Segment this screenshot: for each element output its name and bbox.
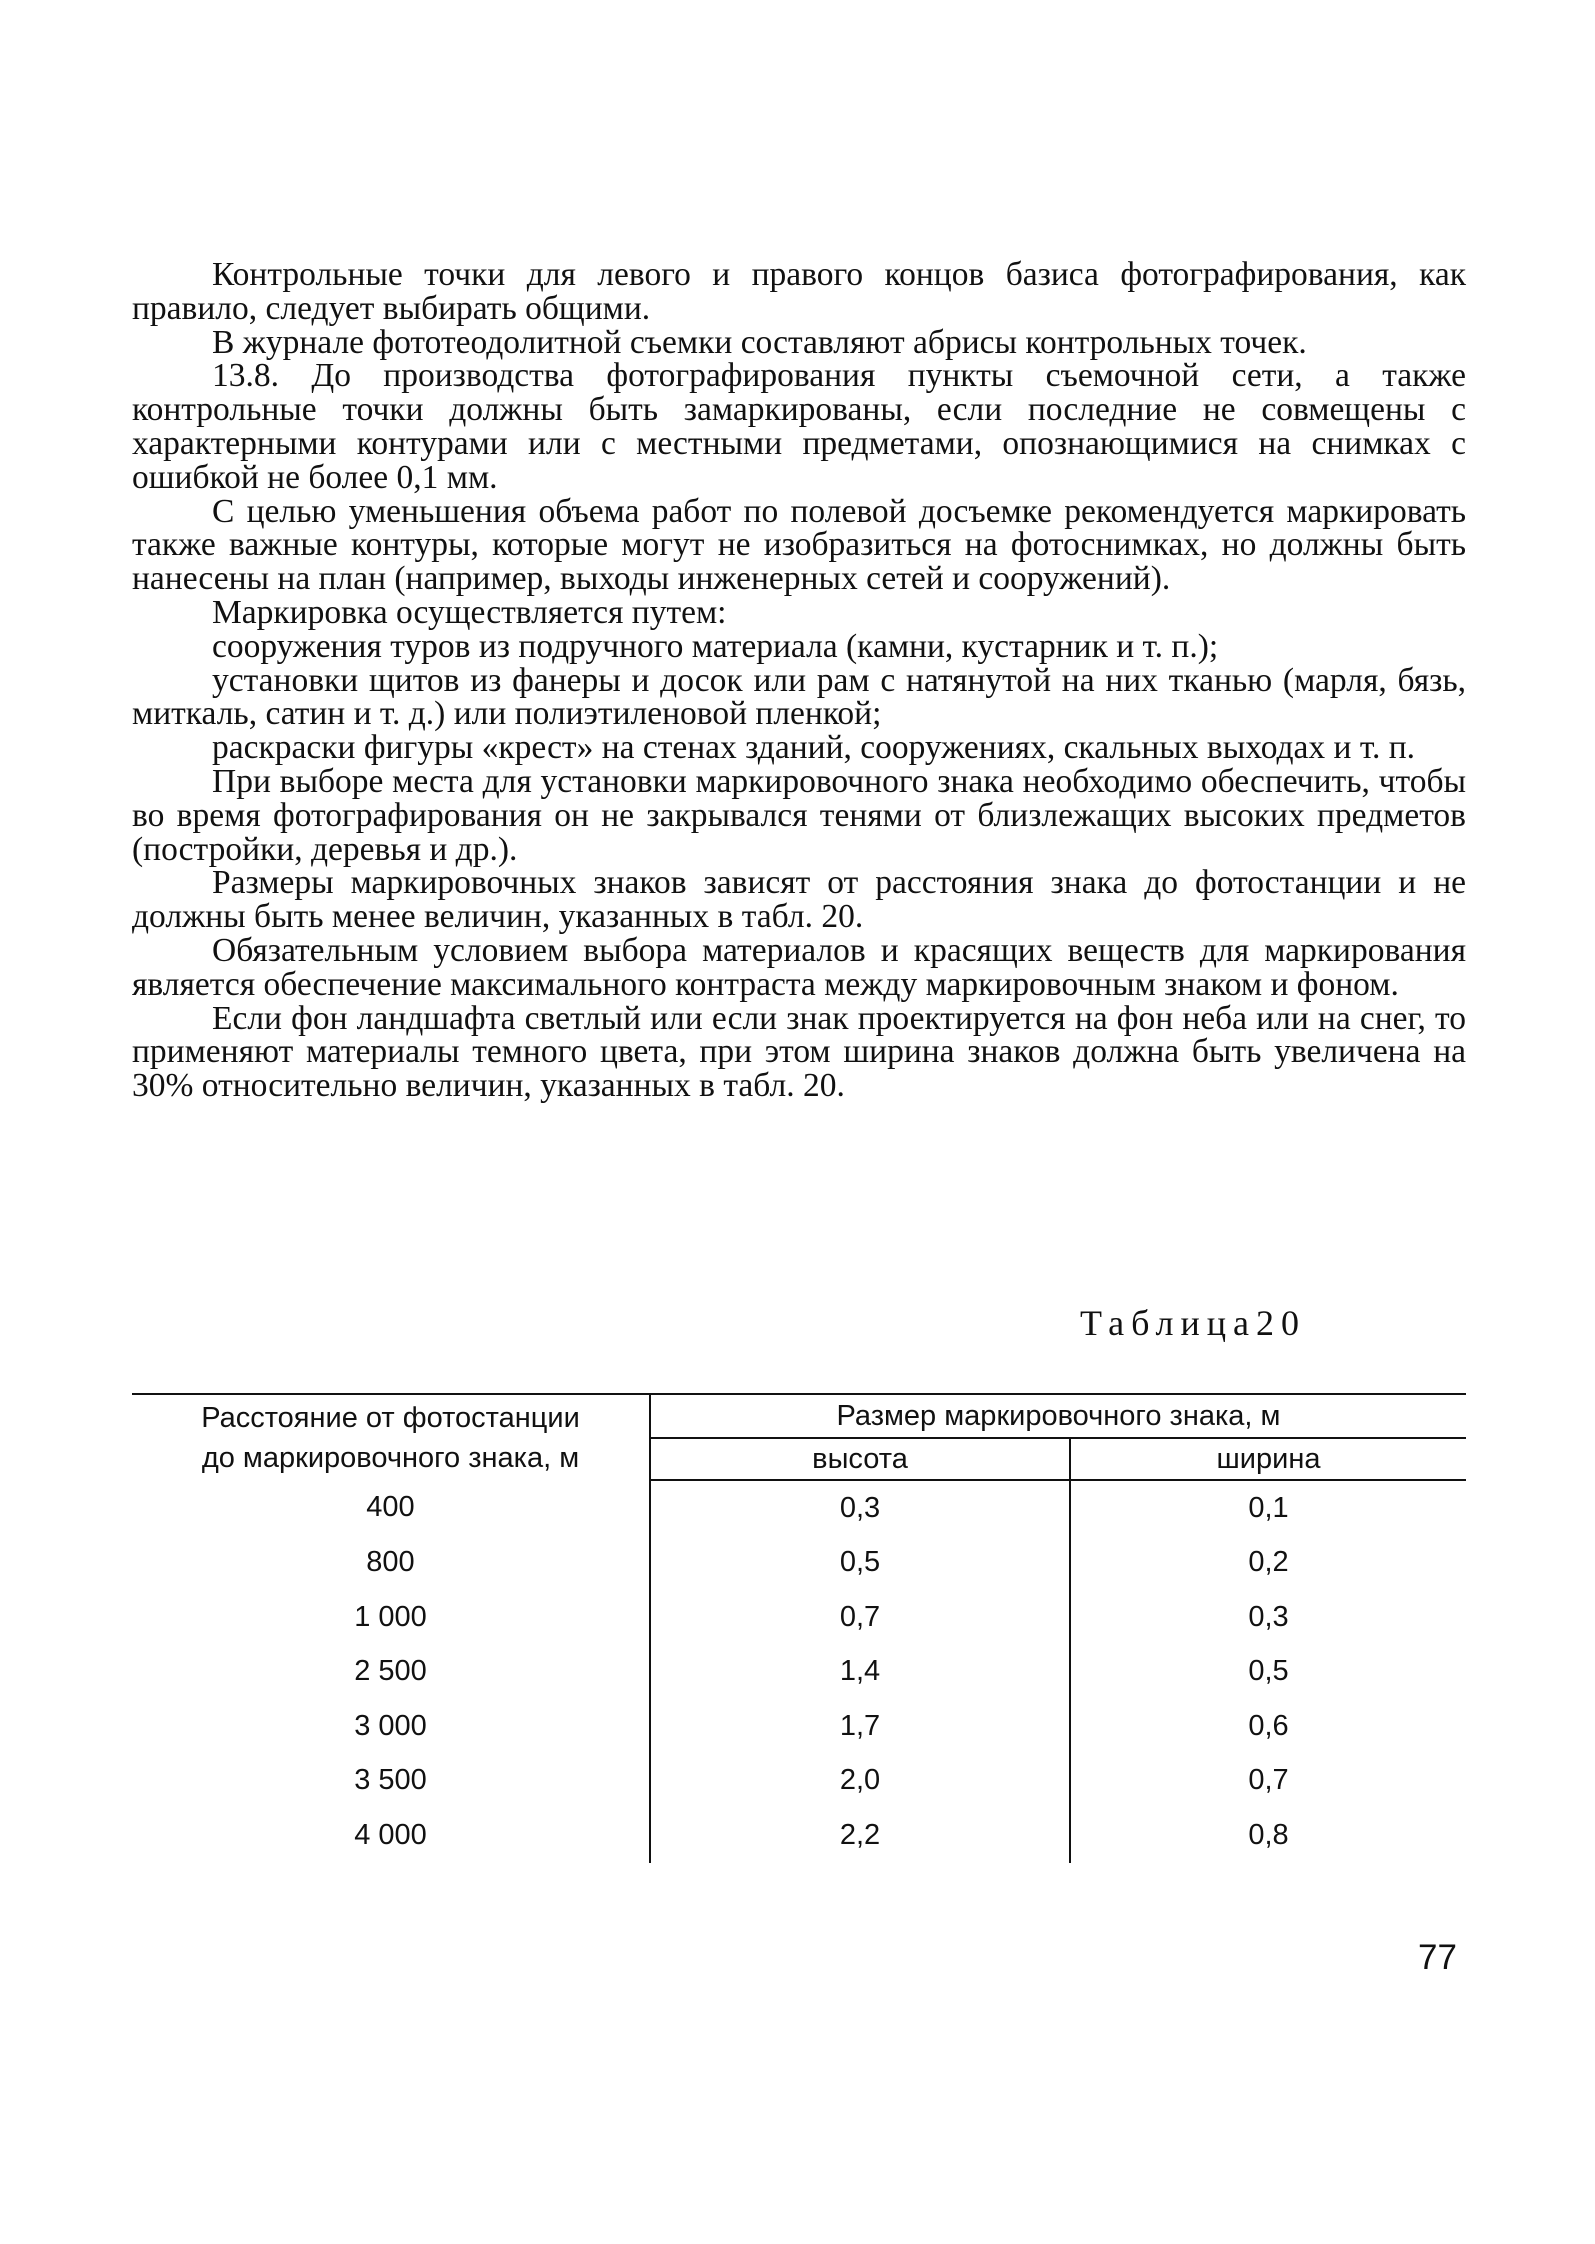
height-cell: 2,2 bbox=[650, 1808, 1070, 1863]
distance-cell: 400 bbox=[132, 1480, 650, 1536]
distance-header bbox=[132, 1394, 650, 1480]
paragraph: В журнале фототеодолитной съемки составляют абрисы контрольных точек. bbox=[212, 323, 1307, 361]
distance-header-line: Расстояние от фотостанции bbox=[201, 1401, 580, 1434]
table-row bbox=[132, 1699, 1466, 1754]
table-header-row bbox=[132, 1394, 1466, 1438]
width-cell: 0,7 bbox=[1248, 1764, 1289, 1797]
table-row bbox=[132, 1536, 1466, 1591]
table-caption: Таблица20 bbox=[1080, 1303, 1306, 1343]
paragraph: Если фон ландшафта светлый или если знак проектируется на фон неба или на снег, то применяют материалы темного цвета, при этом ширина знаков должна быть увеличена на 30% относительно величин, указанных в табл. 20. bbox=[132, 999, 1466, 1105]
paragraph: сооружения туров из подручного материала (камни, кустарник и т. п.); bbox=[212, 627, 1219, 665]
height-cell: 2,0 bbox=[650, 1754, 1070, 1809]
distance-cell: 3 500 bbox=[132, 1754, 650, 1809]
size-header: Размер маркировочного знака, м bbox=[650, 1394, 1466, 1438]
paragraph: раскраски фигуры «крест» на стенах зданий, сооружениях, скальных выходах и т. п. bbox=[212, 729, 1416, 767]
width-cell: 0,3 bbox=[1248, 1600, 1289, 1633]
body-text bbox=[132, 258, 1466, 1103]
width-cell: 0,6 bbox=[1248, 1709, 1289, 1742]
width-cell: 0,8 bbox=[1248, 1818, 1289, 1851]
marker-size-table bbox=[132, 1393, 1466, 1863]
table-row bbox=[132, 1645, 1466, 1700]
page-number: 77 bbox=[1418, 1938, 1457, 1977]
table-row bbox=[132, 1754, 1466, 1809]
distance-header-line: до маркировочного знака, м bbox=[201, 1441, 580, 1474]
distance-cell: 4 000 bbox=[132, 1808, 650, 1863]
distance-cell: 800 bbox=[132, 1536, 650, 1591]
height-cell: 0,3 bbox=[650, 1480, 1070, 1536]
paragraph: Контрольные точки для левого и правого концов базиса фотографирования, как правило, следует выбирать общими. bbox=[132, 256, 1466, 327]
height-cell: 0,5 bbox=[650, 1536, 1070, 1591]
width-cell: 0,5 bbox=[1248, 1655, 1289, 1688]
paragraph: Размеры маркировочных знаков зависят от расстояния знака до фотостанции и не должны быть менее величин, указанных в табл. 20. bbox=[132, 864, 1466, 936]
distance-cell: 2 500 bbox=[132, 1645, 650, 1700]
paragraph: С целью уменьшения объема работ по полевой досъемке рекомендуется маркировать также важные контуры, которые могут не изобразиться на фотоснимках, но должны быть нанесены на план (например, выходы инженерных сетей и сооружений). bbox=[132, 492, 1466, 598]
paragraph: установки щитов из фанеры и досок или рам с натянутой на них тканью (марля, бязь, миткаль, сатин и т. д.) или полиэтиленовой пленкой; bbox=[132, 661, 1466, 733]
paragraph: Обязательным условием выбора материалов и красящих веществ для маркирования является обеспечение максимального контраста между маркировочным знаком и фоном. bbox=[132, 931, 1466, 1003]
table-row bbox=[132, 1808, 1466, 1863]
width-cell: 0,1 bbox=[1248, 1491, 1289, 1524]
table-row bbox=[132, 1480, 1466, 1536]
paragraph: 13.8. До производства фотографирования пункты съемочной сети, а также контрольные точки должны быть замаркированы, если последние не совмещены с характерными контурами или с местными предметами, опознающимися на снимках с ошибкой не более 0,1 мм. bbox=[132, 357, 1466, 496]
height-cell: 1,4 bbox=[650, 1645, 1070, 1700]
height-cell: 1,7 bbox=[650, 1699, 1070, 1754]
table-row bbox=[132, 1590, 1466, 1645]
paragraph: Маркировка осуществляется путем: bbox=[212, 593, 727, 631]
height-cell: 0,7 bbox=[650, 1590, 1070, 1645]
distance-cell: 1 000 bbox=[132, 1590, 650, 1645]
paragraph: При выборе места для установки маркировочного знака необходимо обеспечить, чтобы во время фотографирования он не закрывался тенями от близлежащих высоких предметов (постройки, деревья и др.). bbox=[132, 762, 1466, 868]
distance-cell: 3 000 bbox=[132, 1699, 650, 1754]
height-header: высота bbox=[650, 1438, 1070, 1480]
width-cell: 0,2 bbox=[1248, 1546, 1289, 1579]
width-header: ширина bbox=[1070, 1438, 1466, 1480]
